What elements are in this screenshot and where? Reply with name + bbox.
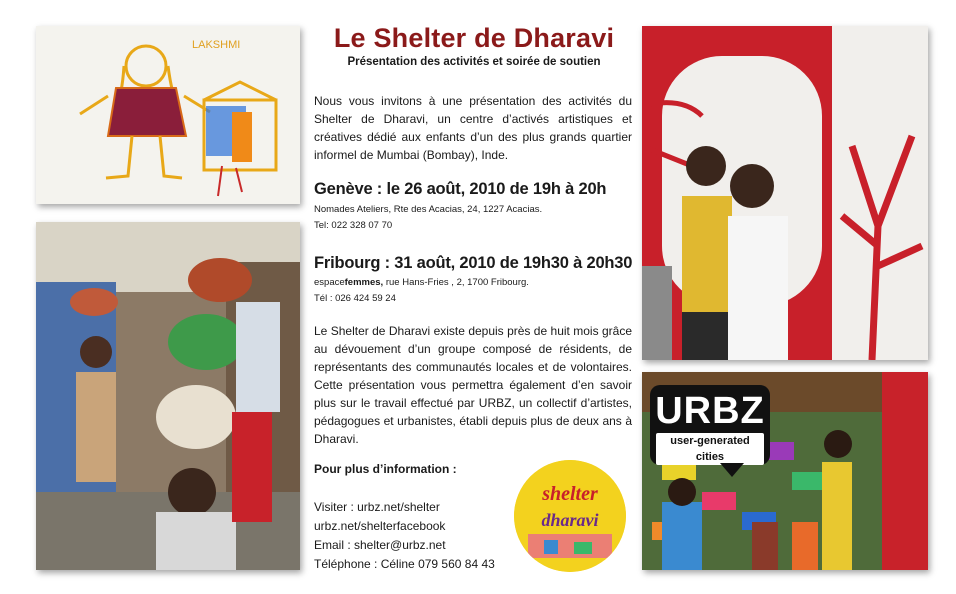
event-fribourg-phone: Tél : 026 424 59 24 xyxy=(314,293,396,304)
shelter-logo-art xyxy=(514,460,626,572)
shelter-dharavi-logo xyxy=(514,460,626,572)
pots-illustration xyxy=(36,222,300,570)
mural-painting-photo xyxy=(642,26,928,360)
event-fribourg-address xyxy=(314,277,529,288)
drawing-illustration xyxy=(36,26,300,204)
intro-paragraph: Nous vous invitons à une présentation des activités du Shelter de Dharavi, un centre d’activés artistiques et créatives dédié aux enfants d’un des plus grands quartier informel de Mumbai (Bombay), Inde. xyxy=(314,94,632,162)
venue-prefix: espace xyxy=(314,277,345,288)
speech-tail-icon xyxy=(720,463,744,477)
page-subtitle: Présentation des activités et soirée de soutien xyxy=(347,56,601,68)
event-geneve-address: Nomades Ateliers, Rte des Acacias, 24, 1227 Acacias. xyxy=(314,204,543,215)
urbz-logo-tagline: user-generated cities xyxy=(656,433,764,465)
contact-facebook-link[interactable]: urbz.net/shelterfacebook xyxy=(314,519,446,533)
page-title: Le Shelter de Dharavi xyxy=(333,23,615,53)
body-paragraph: Le Shelter de Dharavi existe depuis près de huit mois grâce au dévouement d’un groupe composé de résidents, de représentants des communautés locales et de volontaires. Cette présentation vous permettra également d’en savoir plus sur le travail effectué par URBZ, un collectif d’artistes, pédagogues et urbanistes, établi depuis plus de deux ans à Dharavi. xyxy=(314,324,632,446)
contact-phone: Téléphone : Céline 079 560 84 43 xyxy=(314,557,495,571)
venue-bold: femmes, xyxy=(344,277,384,288)
contact-website-link[interactable]: Visiter : urbz.net/shelter xyxy=(314,500,440,514)
shelter-logo-line1: shelter xyxy=(542,483,598,505)
more-info-title: Pour plus d’information : xyxy=(314,462,457,476)
child-drawing-photo xyxy=(36,26,300,204)
header xyxy=(314,22,634,68)
venue-rest: rue Hans-Fries , 2, 1700 Fribourg. xyxy=(383,277,529,288)
urbz-logo xyxy=(650,385,770,465)
urbz-logo-text: URBZ xyxy=(655,390,765,432)
shelter-logo-line2: dharavi xyxy=(541,510,599,530)
mural-illustration xyxy=(642,26,928,360)
event-geneve-title: Genève : le 26 août, 2010 de 19h à 20h xyxy=(314,180,607,198)
contact-email-link[interactable]: Email : shelter@urbz.net xyxy=(314,538,446,552)
event-geneve-phone: Tel: 022 328 07 70 xyxy=(314,220,393,231)
drawing-label: LAKSHMI xyxy=(192,39,241,51)
children-with-pots-photo xyxy=(36,222,300,570)
event-fribourg-title: Fribourg : 31 août, 2010 de 19h30 à 20h30 xyxy=(314,254,633,272)
